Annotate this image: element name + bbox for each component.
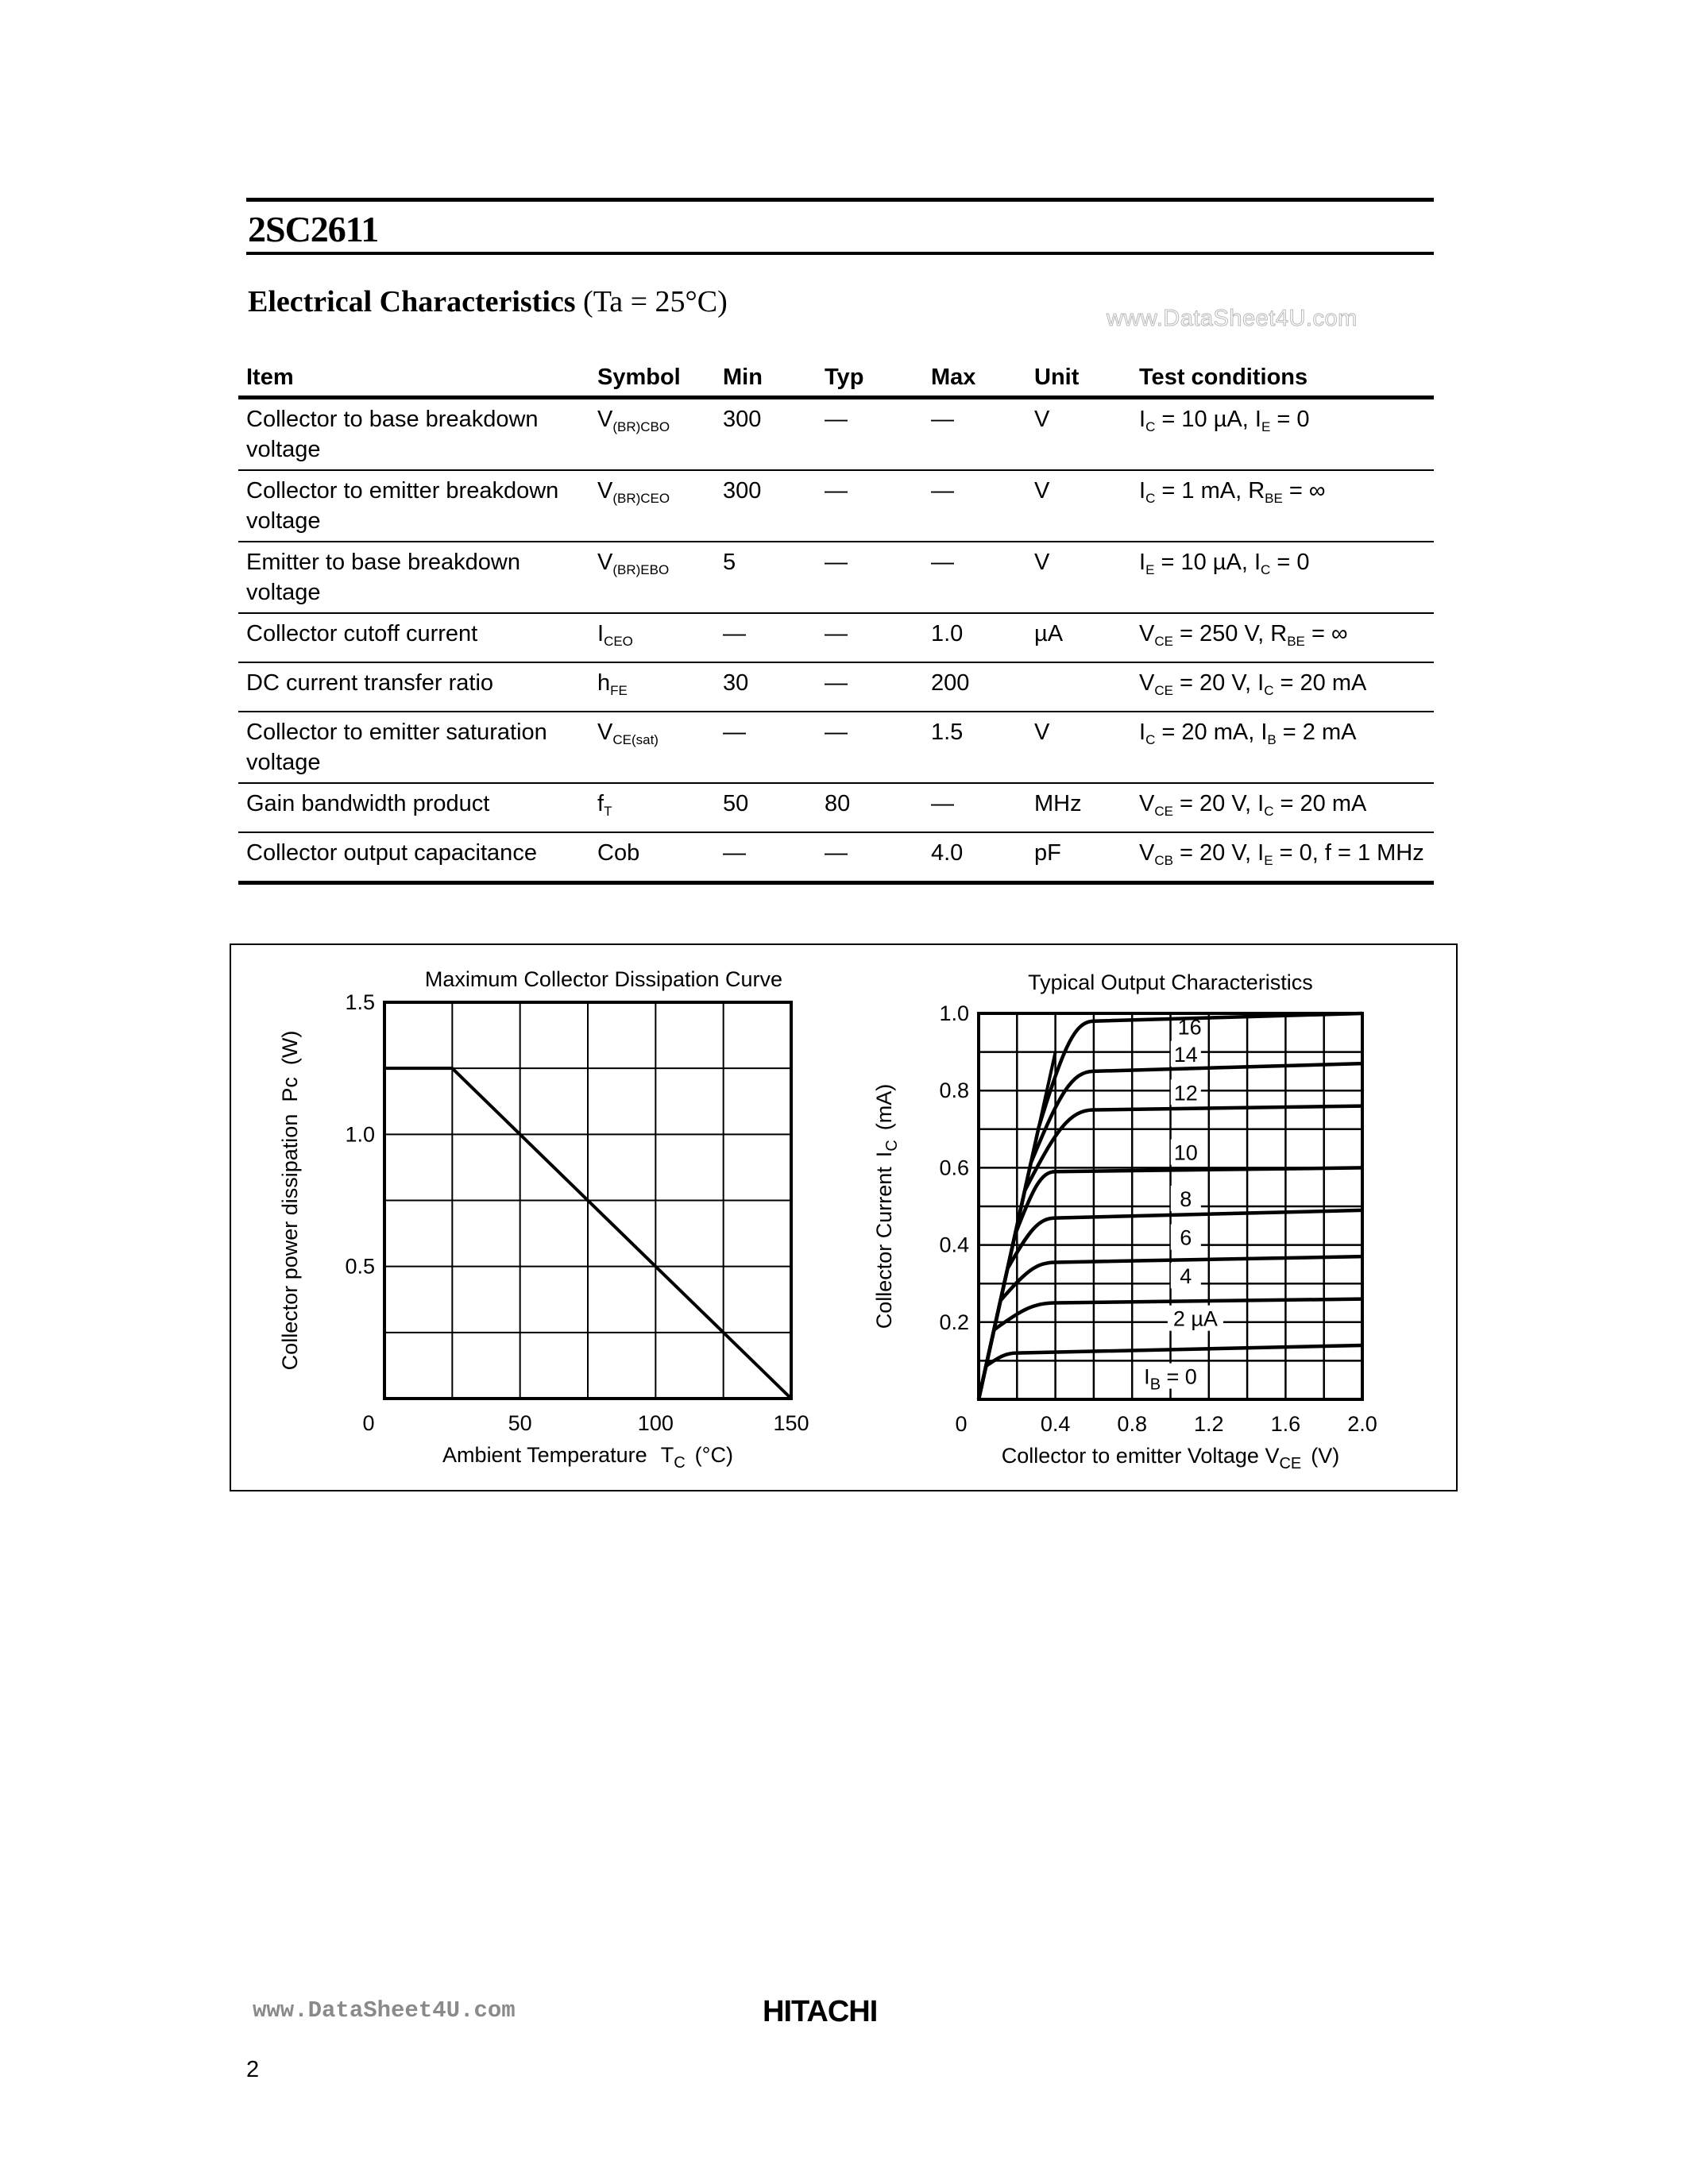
x-tick-label: 150: [773, 1411, 809, 1435]
cell-typ: —: [817, 398, 923, 471]
top-rule: [246, 198, 1434, 202]
cell-min: —: [715, 832, 817, 883]
y-tick-label: 0.5: [345, 1254, 375, 1279]
y-tick-label: 1.5: [345, 990, 375, 1014]
condition-symbol: I: [1253, 550, 1261, 575]
cell-min: —: [715, 613, 817, 662]
x-tick-label: 0: [955, 1412, 968, 1436]
cell-unit: µA: [1026, 613, 1131, 662]
title-underline: [246, 252, 1434, 255]
x-axis-label: [1002, 1444, 1340, 1472]
cell-symbol: [589, 783, 715, 832]
table-row: [238, 470, 1434, 542]
condition-value: = 250 V,: [1172, 621, 1271, 646]
col-header-symbol: Symbol: [589, 349, 715, 398]
chart-title: Maximum Collector Dissipation Curve: [424, 967, 783, 991]
condition-symbol: I: [1139, 478, 1146, 504]
cell-unit: pF: [1026, 832, 1131, 883]
cell-test-conditions: [1131, 470, 1434, 542]
cell-max: —: [923, 542, 1026, 613]
chart-dissipation: [278, 967, 809, 1472]
cell-max: 1.5: [923, 712, 1026, 783]
table-row: [238, 783, 1434, 832]
condition-value: = 2 mA: [1276, 720, 1357, 745]
spacer: [1259, 1444, 1265, 1468]
condition-value: = 10 µA,: [1154, 550, 1254, 575]
curve-label: 4: [1180, 1264, 1192, 1289]
condition-subscript: BE: [1287, 634, 1305, 649]
x-axis-label-symbol: T: [660, 1443, 674, 1467]
table-row: [238, 832, 1434, 883]
y-axis-label-subscript: C: [883, 1140, 901, 1152]
cell-test-conditions: [1131, 783, 1434, 832]
y-axis-label-symbol-wrap: I: [872, 1151, 896, 1158]
cell-test-conditions: [1131, 613, 1434, 662]
curve-label: 10: [1173, 1140, 1198, 1165]
cell-unit: V: [1026, 542, 1131, 613]
cell-item: Collector to base breakdown voltage: [238, 398, 589, 471]
condition-symbol: V: [1139, 840, 1155, 866]
cell-typ: —: [817, 662, 923, 712]
condition-subscript: E: [1264, 853, 1273, 868]
page-number: 2: [246, 2057, 260, 2082]
cell-item: Emitter to base breakdown voltage: [238, 542, 589, 613]
col-header-min: Min: [715, 349, 817, 398]
cell-unit: V: [1026, 712, 1131, 783]
cell-min: 5: [715, 542, 817, 613]
x-tick-label: 0: [362, 1411, 375, 1435]
symbol-main: V: [597, 720, 613, 745]
condition-subscript: E: [1145, 562, 1155, 577]
table-row: [238, 542, 1434, 613]
y-tick-label: 1.0: [939, 1001, 969, 1025]
condition-value: = 20 V,: [1172, 840, 1258, 866]
cell-symbol: [589, 542, 715, 613]
symbol-main: V: [597, 478, 613, 504]
col-header-unit: Unit: [1026, 349, 1131, 398]
electrical-characteristics-table: [238, 349, 1434, 885]
condition-value: = 0: [1270, 550, 1310, 575]
condition-symbol: V: [1139, 621, 1155, 646]
x-tick-label: 0.8: [1117, 1412, 1147, 1436]
col-header-max: Max: [923, 349, 1026, 398]
cell-unit: [1026, 662, 1131, 712]
cell-min: 30: [715, 662, 817, 712]
symbol-main: h: [597, 670, 611, 696]
condition-value: = ∞: [1304, 621, 1348, 646]
spacer: [655, 1443, 661, 1467]
col-header-typ: Typ: [817, 349, 923, 398]
symbol-subscript: (BR)CEO: [612, 491, 670, 506]
condition-subscript: B: [1267, 732, 1277, 747]
cell-test-conditions: [1131, 662, 1434, 712]
condition-value: = 20 V,: [1172, 791, 1258, 816]
cell-max: —: [923, 398, 1026, 471]
symbol-subscript: T: [604, 804, 612, 819]
part-number-title: 2SC2611: [248, 209, 379, 249]
x-axis-label: [442, 1443, 733, 1472]
condition-subscript: BE: [1265, 491, 1283, 506]
curve-label: 16: [1177, 1015, 1202, 1040]
condition-subscript: C: [1145, 419, 1156, 434]
condition-value: = 20 V,: [1172, 670, 1258, 696]
condition-symbol: I: [1257, 840, 1265, 866]
y-tick-label: 0.4: [939, 1233, 969, 1257]
cell-unit: V: [1026, 470, 1131, 542]
curve-label: 12: [1173, 1081, 1198, 1106]
condition-subscript: C: [1145, 732, 1156, 747]
x-axis-label-symbol: V: [1265, 1444, 1280, 1468]
chart-title: Typical Output Characteristics: [1028, 970, 1313, 994]
cell-test-conditions: [1131, 712, 1434, 783]
cell-typ: —: [817, 712, 923, 783]
symbol-subscript: (BR)CBO: [612, 419, 670, 434]
cell-test-conditions: [1131, 398, 1434, 471]
curve-label: 8: [1180, 1187, 1192, 1211]
cell-max: 200: [923, 662, 1026, 712]
y-tick-label: 0.2: [939, 1310, 969, 1334]
col-header-item: Item: [238, 349, 589, 398]
cell-min: —: [715, 712, 817, 783]
cell-min: 300: [715, 470, 817, 542]
cell-symbol: [589, 613, 715, 662]
symbol-main: V: [597, 407, 613, 432]
condition-value: = 1 mA,: [1155, 478, 1249, 504]
symbol-main: Cob: [597, 840, 640, 866]
condition-subscript: CE: [1154, 634, 1173, 649]
cell-max: —: [923, 470, 1026, 542]
condition-value: = 10 µA,: [1155, 407, 1255, 432]
cell-symbol: [589, 712, 715, 783]
x-tick-label: 1.6: [1270, 1412, 1301, 1436]
curve-label: 14: [1173, 1042, 1198, 1067]
condition-subscript: C: [1264, 804, 1274, 819]
col-header-test-conditions: Test conditions: [1131, 349, 1434, 398]
y-axis-label-text: Collector Current: [872, 1167, 896, 1329]
cell-item: Collector to emitter breakdown voltage: [238, 470, 589, 542]
cell-symbol: [589, 832, 715, 883]
condition-symbol: I: [1261, 720, 1268, 745]
cell-typ: —: [817, 470, 923, 542]
condition-value: = 0, f = 1 MHz: [1273, 840, 1424, 866]
condition-symbol: I: [1139, 720, 1146, 745]
cell-min: 50: [715, 783, 817, 832]
symbol-subscript: FE: [610, 683, 628, 698]
cell-min: 300: [715, 398, 817, 471]
cell-item: DC current transfer ratio: [238, 662, 589, 712]
x-tick-label: 0.4: [1040, 1412, 1071, 1436]
watermark: www.DataSheet4U.com: [1107, 306, 1358, 331]
condition-subscript: CE: [1154, 683, 1173, 698]
condition-value: = 20 mA: [1273, 670, 1367, 696]
cell-typ: 80: [817, 783, 923, 832]
condition-symbol: I: [1139, 550, 1146, 575]
y-tick-label: 1.0: [345, 1122, 375, 1147]
x-tick-label: 1.2: [1194, 1412, 1224, 1436]
condition-symbol: I: [1254, 407, 1261, 432]
x-axis-label-text: Ambient Temperature: [442, 1443, 647, 1467]
condition-value: = 0: [1270, 407, 1310, 432]
cell-symbol: [589, 398, 715, 471]
cell-item: Gain bandwidth product: [238, 783, 589, 832]
cell-unit: V: [1026, 398, 1131, 471]
cell-symbol: [589, 662, 715, 712]
cell-typ: —: [817, 832, 923, 883]
x-axis-label-unit: (V): [1311, 1444, 1340, 1468]
chart-output-characteristics: [872, 970, 1377, 1472]
label-subscript: B: [1149, 1376, 1161, 1394]
condition-symbol: R: [1248, 478, 1265, 504]
section-title-condition: (Ta = 25°C): [583, 285, 728, 318]
y-axis-label: Collector power dissipation Pc (W): [278, 1030, 302, 1371]
symbol-main: I: [597, 621, 605, 646]
x-tick-label: 2.0: [1347, 1412, 1377, 1436]
condition-symbol: I: [1257, 791, 1265, 816]
y-tick-label: 0.6: [939, 1156, 969, 1180]
symbol-subscript: CEO: [604, 634, 633, 649]
cell-typ: —: [817, 542, 923, 613]
y-tick-label: 0.8: [939, 1078, 969, 1103]
footer-site-watermark: www.DataSheet4U.com: [253, 1997, 516, 2024]
condition-symbol: I: [1257, 670, 1265, 696]
cell-max: —: [923, 783, 1026, 832]
condition-value: = 20 mA: [1273, 791, 1367, 816]
cell-max: 4.0: [923, 832, 1026, 883]
table-header-row: [238, 349, 1434, 398]
condition-subscript: E: [1261, 419, 1271, 434]
curve-label: 2 µA: [1172, 1306, 1218, 1331]
footer-brand-logo: HITACHI: [763, 1995, 878, 2028]
condition-value: = 20 mA,: [1155, 720, 1261, 745]
table-row: [238, 712, 1434, 783]
cell-item: Collector output capacitance: [238, 832, 589, 883]
condition-symbol: V: [1139, 791, 1155, 816]
symbol-main: V: [597, 550, 613, 575]
label-rest: = 0: [1161, 1364, 1197, 1389]
x-tick-label: 50: [508, 1411, 532, 1435]
cell-item: Collector to emitter saturation voltage: [238, 712, 589, 783]
cell-item: Collector cutoff current: [238, 613, 589, 662]
condition-subscript: C: [1145, 491, 1156, 506]
x-axis-label-text: Collector to emitter Voltage: [1001, 1444, 1259, 1468]
cell-test-conditions: [1131, 542, 1434, 613]
section-title-text: Electrical Characteristics: [248, 285, 576, 318]
condition-symbol: V: [1139, 670, 1155, 696]
condition-subscript: C: [1261, 562, 1271, 577]
figure-box: [230, 943, 1458, 1491]
curve-label: 6: [1180, 1225, 1192, 1250]
condition-symbol: R: [1270, 621, 1288, 646]
table-row: [238, 613, 1434, 662]
condition-symbol: I: [1139, 407, 1146, 432]
condition-value: = ∞: [1282, 478, 1326, 504]
condition-subscript: CE: [1154, 804, 1173, 819]
table-row: [238, 398, 1434, 471]
figure-svg: [231, 945, 1456, 1490]
y-axis-label: [872, 1084, 901, 1329]
cell-typ: —: [817, 613, 923, 662]
x-axis-label-unit: (°C): [694, 1443, 733, 1467]
label-main: I: [1144, 1364, 1150, 1389]
condition-subscript: C: [1264, 683, 1274, 698]
symbol-subscript: CE(sat): [612, 732, 659, 747]
x-axis-label-subscript: C: [674, 1454, 686, 1472]
cell-max: 1.0: [923, 613, 1026, 662]
table-row: [238, 662, 1434, 712]
x-axis-label-subscript: CE: [1279, 1455, 1302, 1472]
x-tick-label: 100: [637, 1411, 674, 1435]
symbol-main: f: [597, 791, 605, 816]
symbol-subscript: (BR)EBO: [612, 562, 670, 577]
y-axis-label-unit: (mA): [872, 1083, 896, 1131]
condition-subscript: CB: [1154, 853, 1173, 868]
cell-symbol: [589, 470, 715, 542]
cell-unit: MHz: [1026, 783, 1131, 832]
cell-test-conditions: [1131, 832, 1434, 883]
section-title: [248, 284, 728, 319]
